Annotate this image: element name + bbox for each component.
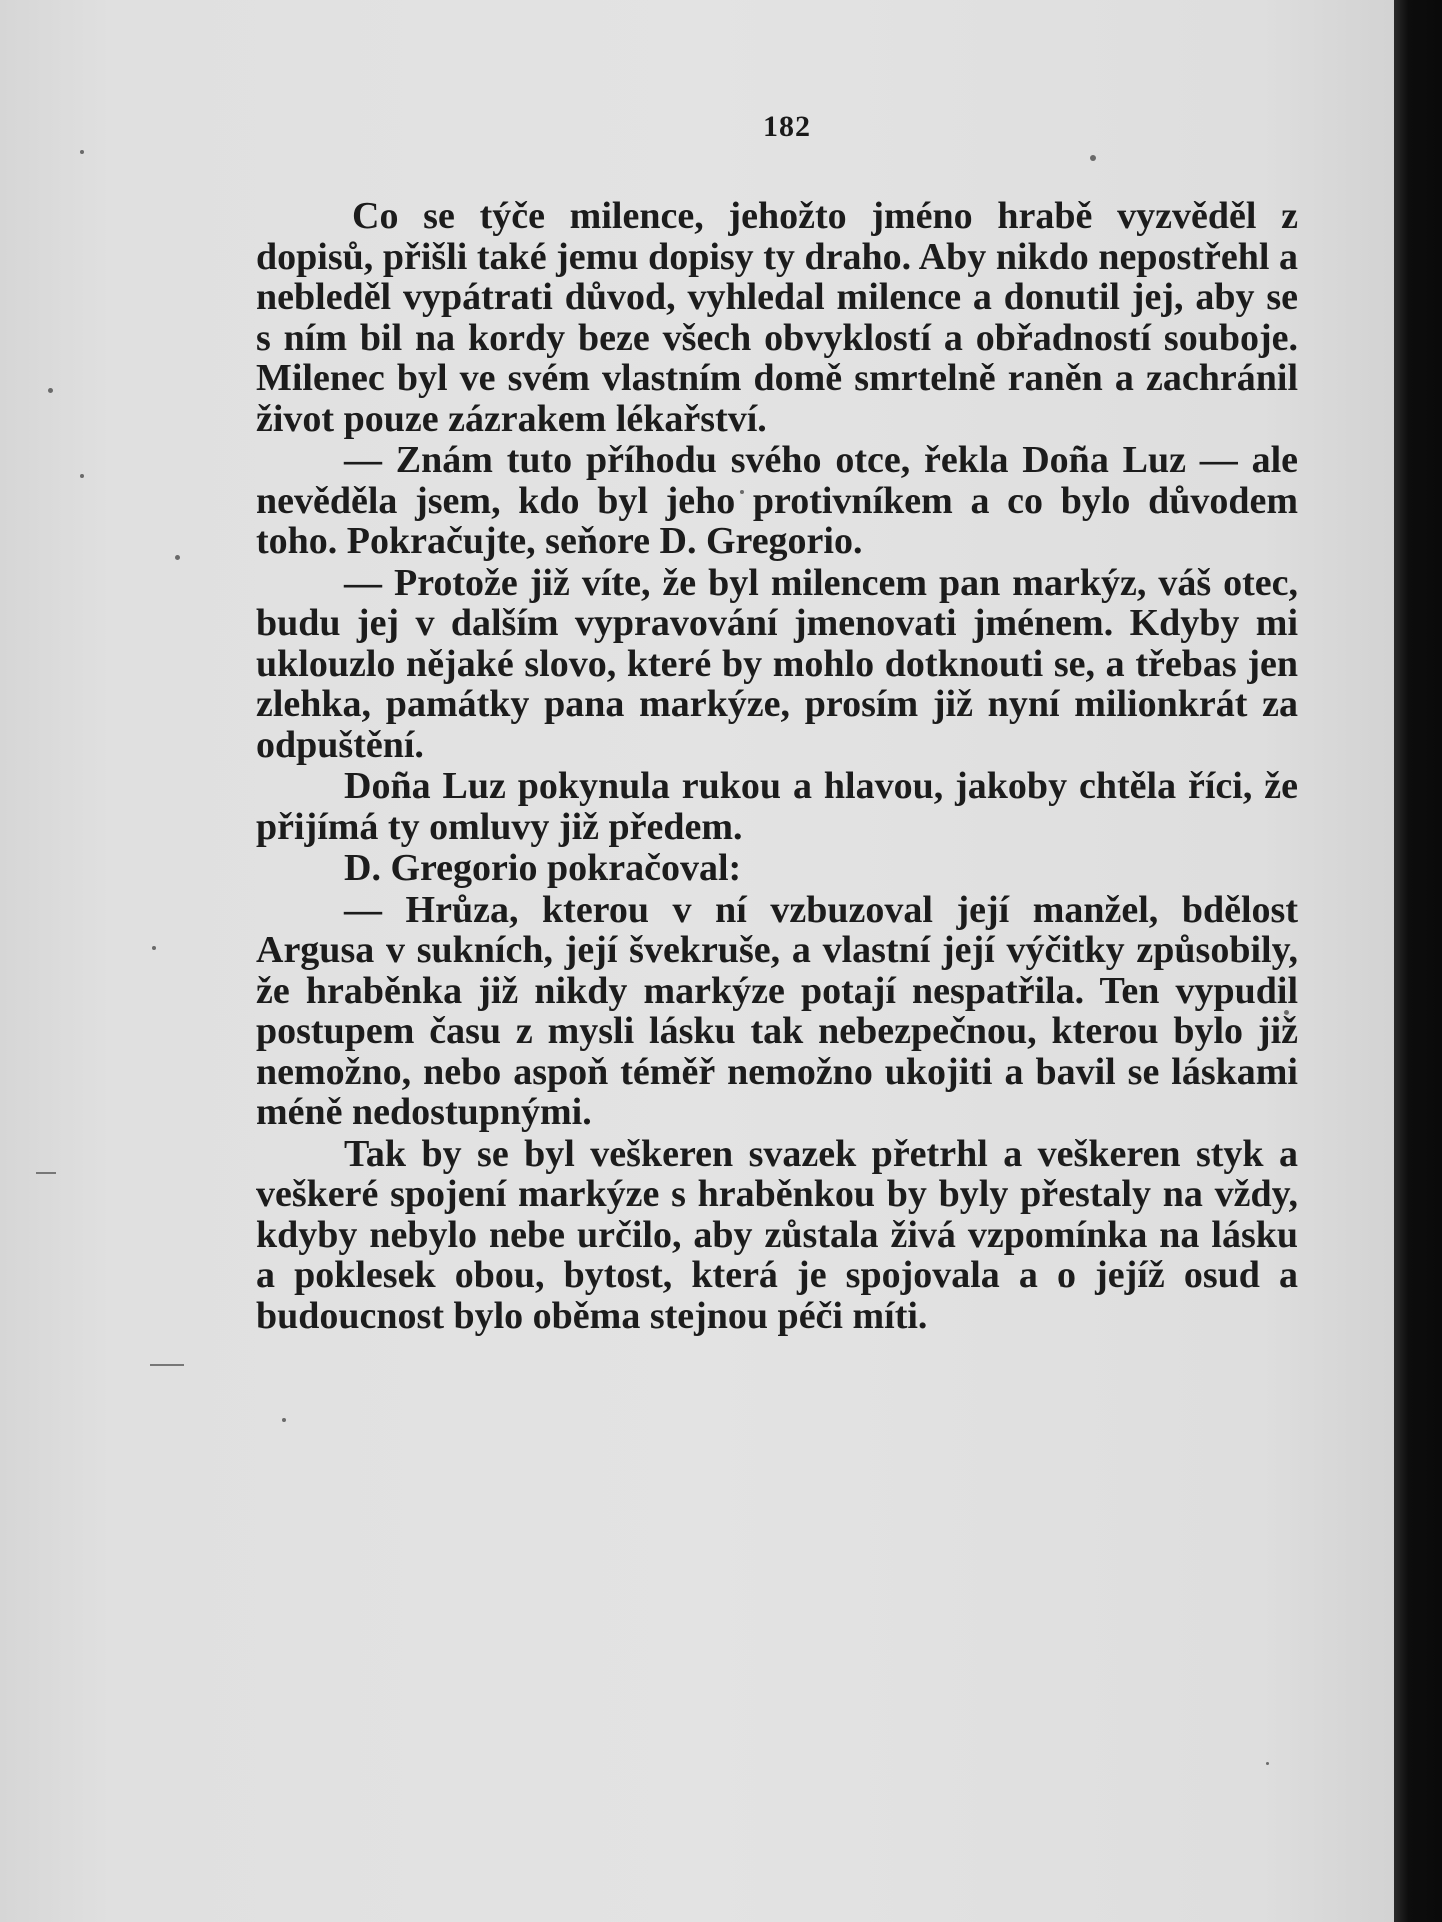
paragraph: Tak by se byl veškeren svazek přetrhl a veškeren styk a veškeré spojení markýze s hraběnkou by byly přestaly na vždy, kdyby nebylo nebe určilo, aby zůstala živá vzpomínka na lásku a poklesek obou, bytost, která je spojovala a o jejíž osud a budoucnost bylo oběma stejnou péči míti.: [256, 1132, 1298, 1337]
paragraph: D. Gregorio pokračoval:: [344, 847, 742, 889]
scan-speck: [1090, 155, 1096, 161]
scan-speck: [80, 150, 84, 154]
scan-speck: [282, 1418, 286, 1422]
paragraph: Doña Luz pokynula rukou a hlavou, jakoby chtěla říci, že přijímá ty omluvy již předem.: [256, 765, 1298, 848]
paragraph: Co se týče milence, jehožto jméno hrabě vyzvěděl z dopisů, přišli také jemu dopisy ty draho. Aby nikdo nepostřehl a nebleděl vypátrati důvod, vyhledal milence a donutil jej, aby se s ním bil na kordy beze všech obvyklostí a obřadností souboje. Milenec byl ve svém vlastním domě smrtelně raněn a zachránil život pouze zázrakem lékařství.: [256, 195, 1298, 440]
paragraph: — Hrůza, kterou v ní vzbuzoval její manžel, bdělost Argusa v sukních, její švekruše, a vlastní její výčitky způsobily, že hraběnka již nikdy markýze potají nespatřila. Ten vypudil postupem času z mysli lásku tak nebezpečnou, kterou bylo již nemožno, nebo aspoň téměř nemožno ukojiti a bavil se láskami méně nedostupnými.: [256, 888, 1298, 1133]
scan-mark: [150, 1364, 184, 1366]
scan-speck: [80, 474, 84, 478]
page-edge-shadow: [1394, 0, 1442, 1922]
scan-mark: [36, 1172, 56, 1174]
paragraph: — Protože již víte, že byl milencem pan markýz, váš otec, budu jej v dalším vypravování jmenovati jménem. Kdyby mi uklouzlo nějaké slovo, které by mohlo dotknouti se, a třebas jen zlehka, památky pana markýze, prosím již nyní milionkrát za odpuštění.: [256, 561, 1298, 766]
scan-speck: [1266, 1762, 1269, 1765]
scan-speck: [152, 946, 156, 950]
scan-speck: [175, 555, 180, 560]
scan-speck: [48, 388, 53, 393]
paragraph: — Znám tuto příhodu svého otce, řekla Doña Luz — ale nevěděla jsem, kdo byl jeho protivníkem a co bylo důvodem toho. Pokračujte, seňore D. Gregorio.: [256, 439, 1298, 562]
body-text: [256, 196, 1298, 1336]
page-number: 182: [763, 110, 811, 143]
